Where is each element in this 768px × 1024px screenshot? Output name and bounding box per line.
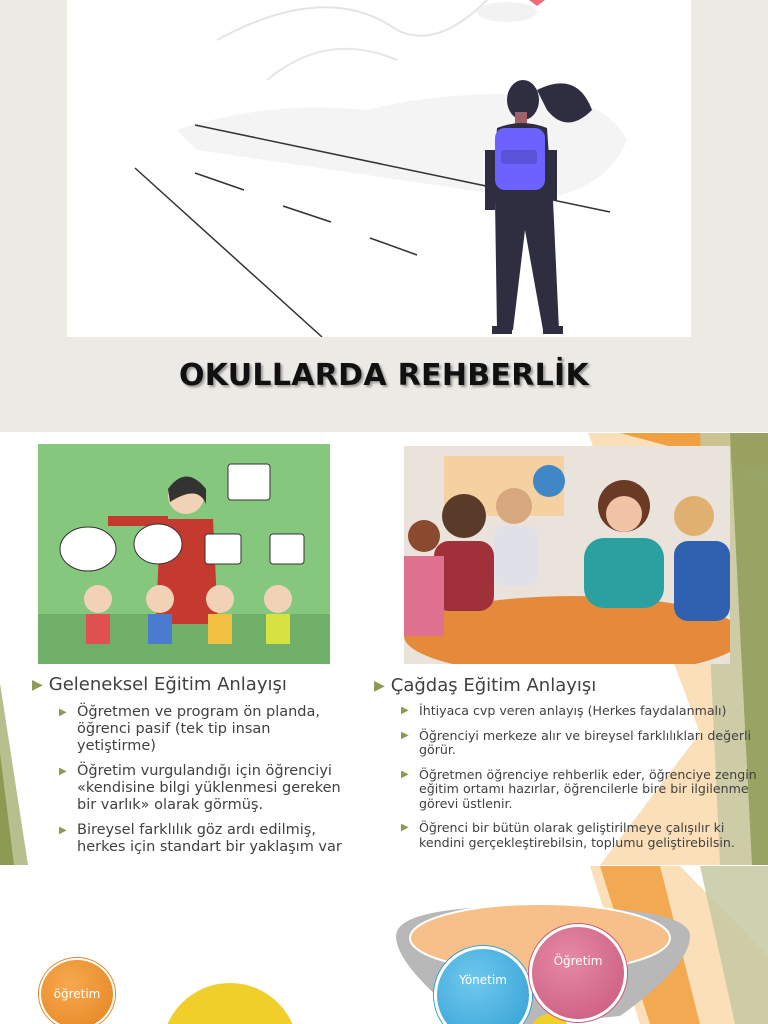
bullet-triangle-icon: ▶	[401, 822, 409, 833]
bullet-triangle-icon: ▶	[59, 766, 67, 777]
diagram-slide	[0, 866, 768, 1024]
modern-list	[401, 704, 765, 860]
hero-illustration	[67, 0, 691, 337]
list-item: ▶ İhtiyaca cvp veren anlayış (Herkes faydalanmalı)	[401, 703, 727, 718]
bubble-yonetim: Yönetim	[434, 946, 532, 1024]
bullet-triangle-icon: ▶	[401, 768, 409, 780]
bullet-triangle-icon: ▶	[401, 705, 409, 716]
list-item: ▶ Öğrenciyi merkeze alır ve bireysel farklılıkları değerli görür.	[401, 727, 752, 757]
bubble-ogretim: Öğretim	[529, 924, 627, 1022]
modern-heading: ▶ Çağdaş Eğitim Anlayışı	[374, 675, 597, 696]
bubble-ogretim-small: öğretim	[39, 958, 115, 1024]
bullet-triangle-icon: ▶	[401, 729, 409, 741]
list-item: ▶ Bireysel farklılık göz ardı edilmiş, herkes için standart bir yaklaşım var	[59, 822, 342, 855]
bullet-triangle-icon: ▶	[59, 707, 67, 718]
slide-title: OKULLARDA REHBERLİK	[178, 358, 590, 393]
bullet-triangle-icon: ▶	[59, 825, 67, 836]
title-slide	[0, 0, 768, 432]
list-item: ▶ Öğretim vurgulandığı için öğrenciyi «kendisine bilgi yüklenmesi gereken bir varlık» olarak görmüş.	[59, 763, 341, 813]
bullet-triangle-icon: ▶	[374, 678, 385, 694]
list-item: ▶ Öğrenci bir bütün olarak geliştirilmeye çalışılır ki kendini gerçekleştirebilsin, toplumu geliştirebilsin.	[401, 820, 735, 850]
list-item: ▶ Öğretmen öğrenciye rehberlik eder, öğrenciye zengin eğitim ortamı hazırlar, öğrencilerle bire bir ilgilenme görevi üstlenir.	[401, 766, 757, 811]
woman-on-road-illustration	[67, 0, 691, 337]
list-item: ▶ Öğretmen ve program ön planda, öğrenci pasif (tek tip insan yetiştirme)	[59, 704, 321, 754]
traditional-classroom-cartoon	[38, 444, 330, 664]
modern-classroom-photo	[404, 446, 730, 664]
slide-decoration	[0, 866, 768, 1024]
comparison-slide	[0, 433, 768, 865]
traditional-list	[59, 704, 349, 864]
bullet-triangle-icon: ▶	[32, 677, 43, 693]
traditional-heading: ▶ Geleneksel Eğitim Anlayışı	[32, 674, 287, 695]
